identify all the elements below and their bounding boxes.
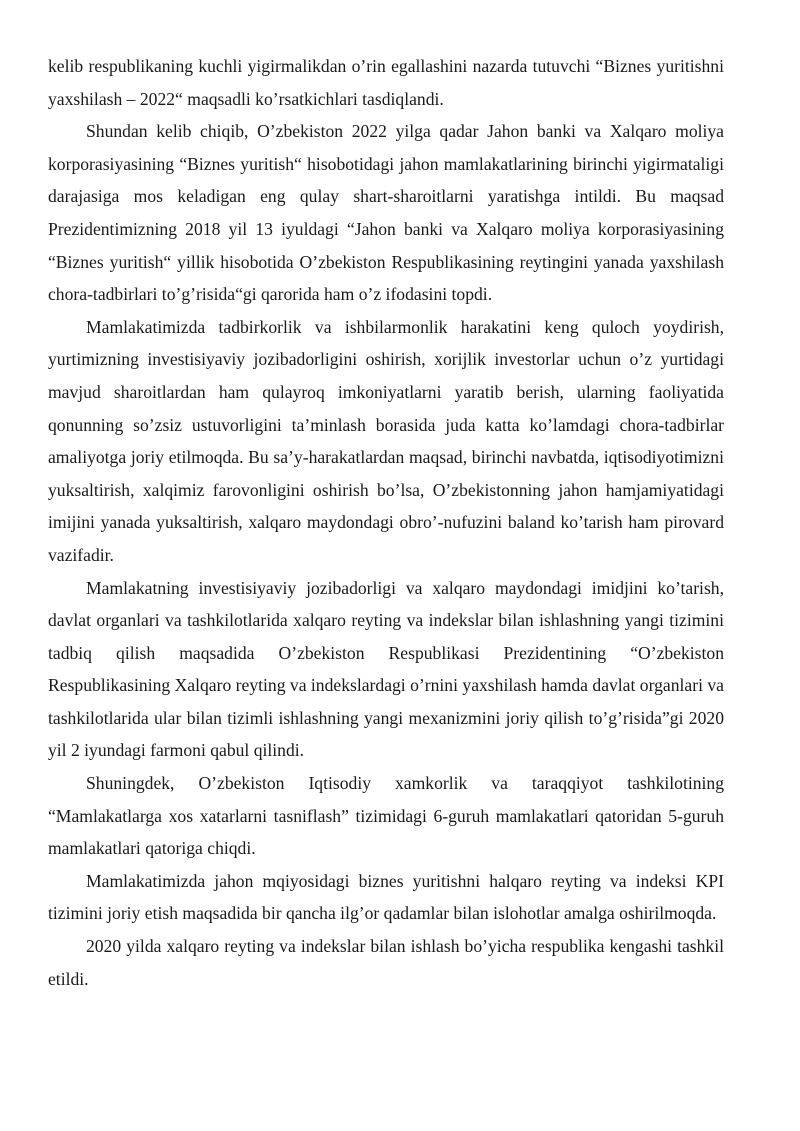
paragraph-3: Mamlakatimizda tadbirkorlik va ishbilarmonlik harakatini keng quloch yoydirish, yurtimizning investisiyaviy jozibadorligini oshirish, xorijlik investorlar uchun o’z yurtidagi mavjud sharoitlardan ham qulayroq imkoniyatlarni yaratib berish, ularning faoliyatida qonunning so’zsiz ustuvorligini ta’minlash borasida juda katta ko’lamdagi chora-tadbirlar amaliyotga joriy etilmoqda. Bu sa’y-harakatlardan maqsad, birinchi navbatda, iqtisodiyotimizni yuksaltirish, xalqimiz farovonligini oshirish bo’lsa, O’zbekistonning jahon hamjamiyatidagi imijini yanada yuksaltirish, xalqaro maydondagi obro’-nufuzini baland ko’tarish ham pirovard vazifadir. [48, 316, 724, 565]
paragraph-7: 2020 yilda xalqaro reyting va indekslar bilan ishlash bo’yicha respublika kengashi tashkil etildi. [48, 936, 724, 989]
paragraph-6: Mamlakatimizda jahon mqiyosidagi biznes yuritishni halqaro reyting va indeksi KPI tizimini joriy etish maqsadida bir qancha ilg’or qadamlar bilan islohotlar amalga oshirilmoqda. [48, 870, 724, 924]
paragraph-5: Shuningdek, O’zbekiston Iqtisodiy xamkorlik va taraqqiyot tashkilotining “Mamlakatlarga xos xatarlarni tasniflash” tizimidagi 6-guruh mamlakatlari qatoridan 5-guruh mamlakatlari qatoriga chiqdi. [48, 773, 724, 859]
paragraph-1: kelib respublikaning kuchli yigirmalikdan o’rin egallashini nazarda tutuvchi “Biznes yuritishni yaxshilash – 2022“ maqsadli ko’rsatkichlari tasdiqlandi. [48, 56, 724, 109]
paragraph-2: Shundan kelib chiqib, O’zbekiston 2022 yilga qadar Jahon banki va Xalqaro moliya korporasiyasining “Biznes yuritish“ hisobotidagi jahon mamlakatlarining birinchi yigirmataligi darajasiga mos keladigan eng qulay shart-sharoitlarni yaratishga intildi. Bu maqsad Prezidentimizning 2018 yil 13 iyuldagi “Jahon banki va Xalqaro moliya korporasiyasining “Biznes yuritish“ yillik hisobotida O’zbekiston Respublikasining reytingini yanada yaxshilash chora-tadbirlari to’g’risida“gi qarorida ham o’z ifodasini topdi. [48, 121, 724, 305]
paragraph-4: Mamlakatning investisiyaviy jozibadorligi va xalqaro maydondagi imidjini ko’tarish, davlat organlari va tashkilotlarida xalqaro reyting va indekslar bilan ishlashning yangi tizimini tadbiq qilish maqsadida O’zbekiston Respublikasi Prezidentining “O’zbekiston Respublikasining Xalqaro reyting va indekslardagi o’rnini yaxshilash hamda davlat organlari va tashkilotlarida ular bilan tizimli ishlashning yangi mexanizmini joriy qilish to’g’risida”gi 2020 yil 2 iyundagi farmoni qabul qilindi. [48, 577, 724, 761]
document-page [48, 50, 724, 995]
